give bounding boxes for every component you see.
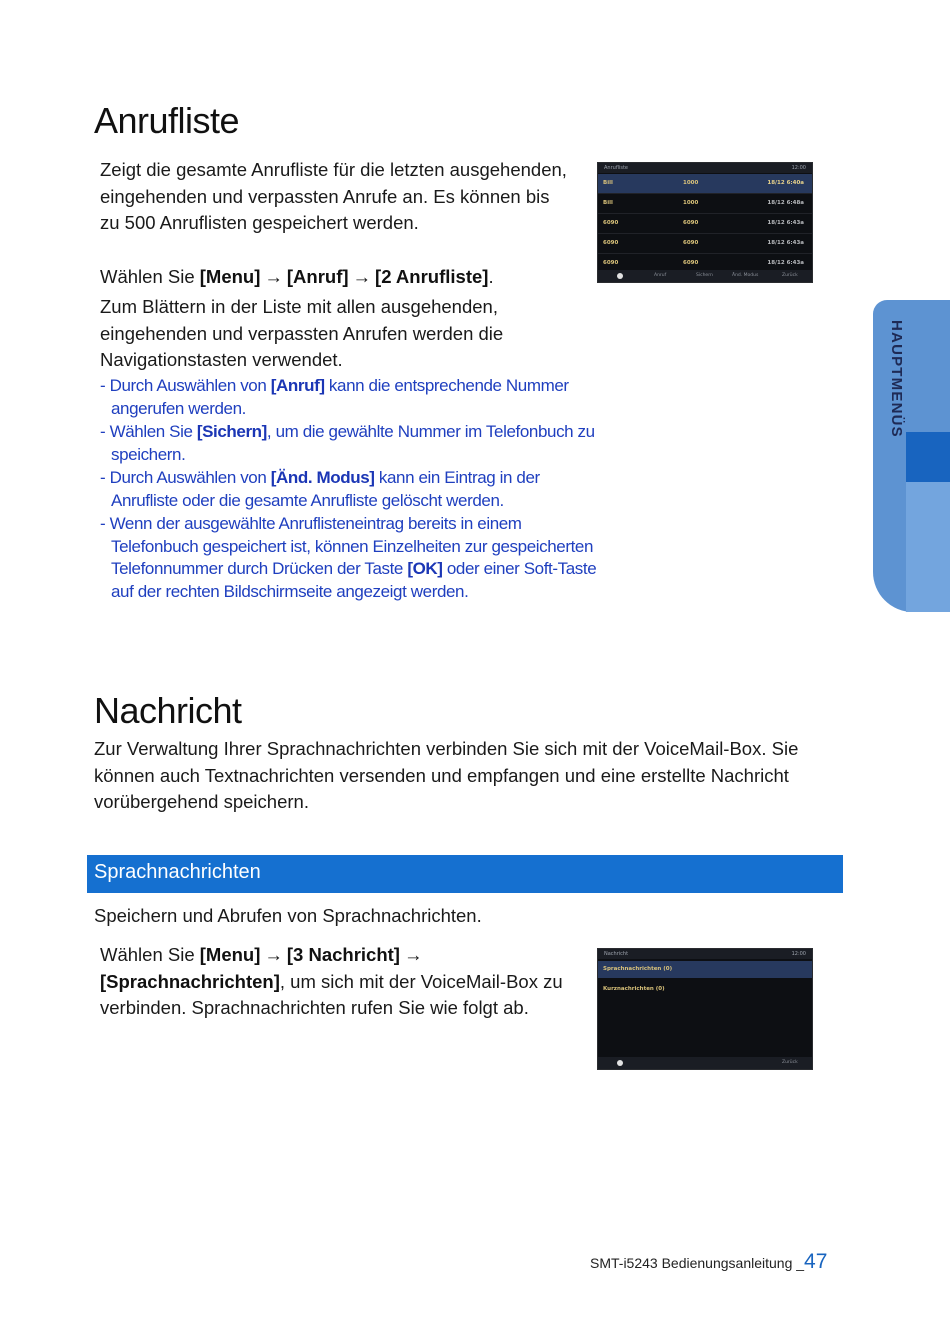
screen-topbar	[598, 163, 812, 173]
note-text: - Durch Auswählen von	[100, 376, 271, 395]
nachricht-intro: Zur Verwaltung Ihrer Sprachnachrichten verbinden Sie sich mit der VoiceMail-Box. Sie können auch Textnachrichten versenden und empfangen und eine erstellte Nachricht vorübergehend speichern.	[94, 738, 799, 812]
menu-key: [Menu]	[199, 944, 261, 965]
voice-key: [Sprachnachrichten]	[100, 970, 280, 992]
anrufliste-navigation-text: Zum Blättern in der Liste mit allen ausgehenden, eingehenden und verpassten Anrufen werden die Navigationstasten verwendet.	[100, 296, 504, 370]
message-key: [3 Nachricht]	[286, 944, 400, 965]
call-time: 18/12 6:40a	[767, 180, 804, 186]
note-text: oder einer Soft-Taste auf der rechten Bildschirmseite angezeigt werden.	[111, 559, 597, 601]
list-key: [2 Anrufliste]	[375, 266, 489, 287]
note-item	[99, 421, 599, 466]
call-number: 6090	[683, 260, 699, 266]
call-row	[598, 174, 812, 194]
call-name: 6090	[603, 240, 619, 246]
note-text: - Durch Auswählen von	[100, 468, 271, 487]
note-text: kann die entsprechende Nummer angerufen werden.	[111, 376, 569, 418]
call-number: 6090	[683, 240, 699, 246]
menu-key: [Menu]	[199, 266, 261, 287]
sprachnachrichten-intro: Speichern und Abrufen von Sprachnachrichten.	[94, 905, 482, 926]
screen-softkey-bar	[598, 270, 812, 282]
side-tab-label: HAUPTMENÜS	[888, 320, 905, 438]
call-row	[598, 194, 812, 214]
note-item	[99, 375, 599, 420]
softkey-back: Zurück	[782, 1060, 798, 1065]
call-time: 18/12 6:43a	[767, 220, 804, 226]
call-name: Bill	[603, 180, 613, 186]
call-number: 1000	[683, 180, 699, 186]
screen-title: Anrufliste	[604, 165, 628, 171]
note-item	[99, 467, 599, 512]
subsection-title: Sprachnachrichten	[94, 861, 261, 883]
softkey-edit-mode: Änd. Modus	[732, 273, 759, 278]
page-number: 47	[804, 1250, 828, 1273]
anrufliste-menu-path	[100, 264, 580, 291]
arrow-icon: →	[352, 266, 372, 287]
softkey-call: Anruf	[654, 273, 667, 278]
call-time: 18/12 6:48a	[767, 200, 804, 206]
note-key: [Anruf]	[270, 376, 325, 395]
note-text: - Wenn der ausgewählte Anruflisteneintrag bereits in einem Telefonbuch gespeichert ist, können Einzelheiten zur gespeicherten Telefonnummer durch Drücken der Taste	[100, 514, 594, 578]
screen-status: 12:00	[791, 951, 806, 957]
screen-status: 12:00	[791, 165, 806, 171]
call-time: 18/12 6:43a	[767, 260, 804, 266]
note-key: [Sichern]	[196, 422, 267, 441]
footer-text: SMT-i5243 Bedienungsanleitung _	[590, 1255, 805, 1271]
note-text: kann ein Eintrag in der Anrufliste oder die gesamte Anrufliste gelöscht werden.	[111, 468, 540, 510]
section-title-nachricht: Nachricht	[94, 690, 242, 731]
call-row	[598, 214, 812, 234]
screen-softkey-bar	[598, 1057, 812, 1069]
call-name: 6090	[603, 260, 619, 266]
subsection-header	[87, 855, 843, 893]
call-name: 6090	[603, 220, 619, 226]
message-menu-screenshot	[597, 948, 813, 1070]
call-time: 18/12 6:43a	[767, 240, 804, 246]
select-prefix: Wählen Sie	[100, 266, 195, 287]
anrufliste-intro: Zeigt die gesamte Anrufliste für die letzten ausgehenden, eingehenden und verpassten Anrufe an. Es können bis zu 500 Anruflisten gespeichert werden.	[100, 159, 567, 233]
menu-item-voice-messages: Sprachnachrichten (0)	[598, 961, 812, 978]
note-item	[99, 513, 599, 603]
note-text: - Wählen Sie	[100, 422, 197, 441]
side-tab-active-marker	[906, 432, 950, 482]
softkey-back: Zurück	[782, 273, 798, 278]
call-row	[598, 234, 812, 254]
home-icon	[617, 1060, 623, 1066]
side-tab-lower-band	[906, 482, 950, 612]
chapter-side-tab	[873, 300, 950, 612]
select-prefix: Wählen Sie	[100, 944, 195, 965]
sprachnachrichten-menu-path	[100, 942, 580, 1022]
home-icon	[617, 273, 623, 279]
call-name: Bill	[603, 200, 613, 206]
screen-title: Nachricht	[604, 951, 629, 957]
arrow-icon: →	[403, 944, 423, 965]
call-key: [Anruf]	[286, 266, 349, 287]
arrow-icon: →	[264, 944, 283, 965]
note-key: [Änd. Modus]	[270, 468, 375, 487]
arrow-icon: →	[264, 266, 283, 287]
page-footer	[590, 1250, 827, 1274]
call-list-screenshot	[597, 162, 813, 283]
softkey-save: Sichern	[696, 273, 713, 278]
select-suffix: .	[488, 266, 494, 287]
anrufliste-notes	[99, 375, 599, 604]
call-number: 1000	[683, 200, 699, 206]
call-number: 6090	[683, 220, 699, 226]
select-suffix: , um sich mit der VoiceMail-Box zu verbinden. Sprachnachrichten rufen Sie wie folgt ab.	[100, 970, 563, 1018]
menu-item-short-messages: Kurznachrichten (0)	[603, 986, 665, 992]
note-key: [OK]	[407, 559, 443, 578]
screen-topbar	[598, 949, 812, 959]
note-text: , um die gewählte Nummer im Telefonbuch zu speichern.	[111, 422, 595, 464]
section-title-anrufliste: Anrufliste	[94, 100, 240, 141]
